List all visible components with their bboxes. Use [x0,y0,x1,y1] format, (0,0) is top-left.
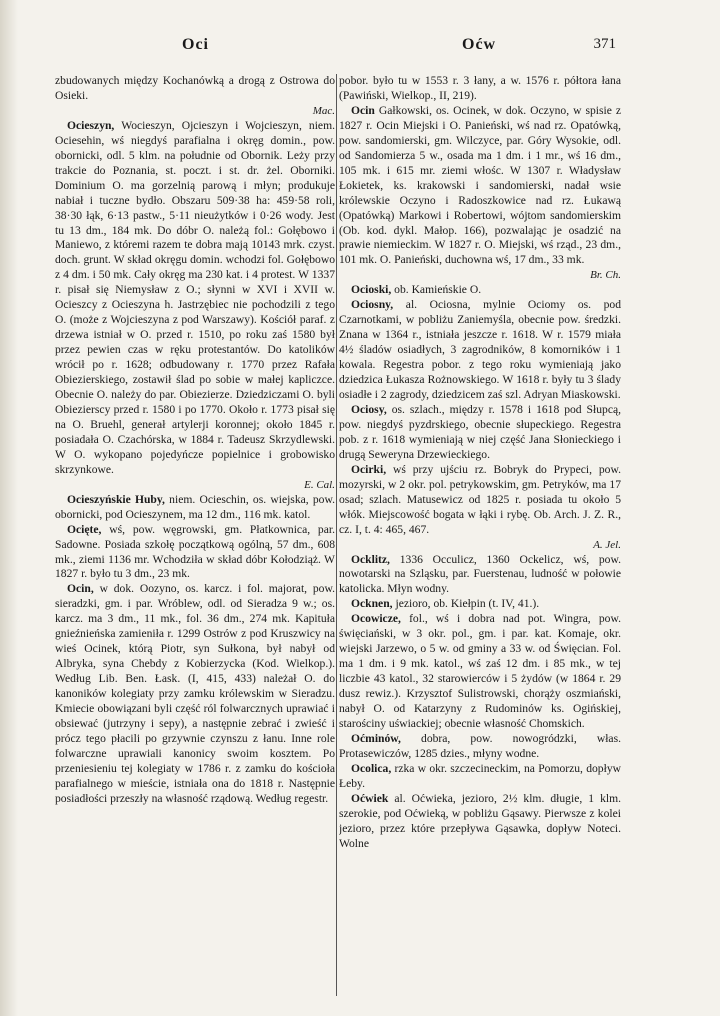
entry-text: niem. Ocieschin, os. wiejska, pow. obornicki, pod Ocieszynem, ma 12 dm., 116 mk. katol. [55,492,335,521]
entry-text: fol., wś i dobra nad pot. Wingra, pow. święciański, w 3 okr. pol., gm. i par. kat. Komaje, okr. wiejski Jarzewo, o 5 w. od gminy a 33 w. od Święcian. Fol. ma 1 dm. i 9 mk. katol., wś zaś 12 dm. i 85 mk., w tej liczbie 43 katol., 32 starowierców i 5 żydów (w 1864 r. 29 dusz rewiz.). Krzysztof Sulistrowski, chorąży oszmiański, nabył O. od Katarzyny z Rudominów ks. Ogińskiej, starościny uświackiej; obecnie własność Chomskich. [339,612,621,730]
entry-headword: Ocolica, [351,761,392,775]
dictionary-entry [339,283,621,298]
dictionary-entry [339,298,621,403]
dictionary-entry [339,74,621,104]
entry-headword: Ocioski, [351,283,392,297]
page-number: 371 [593,36,616,52]
entry-text: pobor. było tu w 1553 r. 3 łany, a w. 1576 r. półtora łana (Pawiński, Wielkop., II, 219). [339,74,621,102]
entry-headword: Ocięte, [67,522,102,536]
entry-headword: Oćminów, [351,731,401,745]
entry-text: rzka w okr. szczecineckim, na Pomorzu, dopływ Łeby. [339,761,621,790]
entry-text: dobra, pow. nowogródzki, włas. Protasewiczów, 1285 dzies., młyny wodne. [339,731,621,760]
entry-text: Wocieszyn, Ojcieszyn i Wojcieszyn, niem. Ociesehin, wś niegdyś parafialna i okręg domin., pow. obornicki, odl. 5 klm. na południe od Obornik. Leży przy trakcie do Poznania, st. poczt. i st. dr. żel. Oborniki. Dominium O. ma gorzelnią parową i młyn; produkuje nabiał i tuczne bydło. Obszaru 509·38 ha: 459·58 roli, 38·30 łąk, 6·13 pastw., 5·11 nieużytków i 0·26 wody. Jest tu 13 dm., 184 mk. Do dóbr O. należą fol.: Gołębowo i Maniewo, z któremi razem te dobra mają 10143 mrk. czyst. doch. grunt. W skład okręgu domin. wchodzi fol. Gołębowo z 4 dm. i 50 mk. Cały okręg ma 230 kat. i 4 protest. W 1337 r. pisał się Niemysław z O.; słynni w XVI i XVII w. Ocieszcy z Ocieszyna h. Jastrzębiec nie pochodzili z tego O. (może z Wojcieszyna z pod Warszawy). Kościół paraf. z drzewa istniał w O. przed r. 1510, po roku zaś 1580 był przez pewien czas w ręku protestantów. Do katolików wrócił po r. 1628; odbudowany r. 1770 przez Rafała Obiezierskiego, zostawił ślad po sobie w małej kapliczce. Obecnie O. należy do par. Obiezierze. Dziedziczami O. byli Obiezierscy przed r. 1580 i po 1770. Około r. 1773 pisał się na O. Bruehl, generał artylerji koronnej; około 1845 r. posiadała O. Czachórska, w 1884 r. Tadeusz Skrzydlewski. W O. wykopano pojedyńcze popielnice i grobowisko skrzynkowe. [55,118,335,476]
entry-headword: Oćwiek [351,791,389,805]
dictionary-entry [339,553,621,598]
dictionary-entry [55,493,335,523]
dictionary-entry [55,582,335,806]
entry-headword: Ocowicze, [351,612,401,626]
dictionary-entry [55,119,335,493]
entry-text: 1336 Occulicz, 1360 Ockelicz, wś, pow. nowotarski na Szląsku, par. Fuerstenau, ludność w połowie katolicka. Młyn wodny. [339,552,621,596]
entry-headword: Ociosy, [351,402,387,416]
entry-headword: Ocin [351,103,375,117]
dictionary-entry [339,762,621,792]
dictionary-entry [339,597,621,612]
entry-headword: Ocieszyn, [67,118,115,132]
page-header [52,36,616,58]
entry-text: wś, pow. węgrowski, gm. Płatkownica, par. Sadowne. Posiada szkołę początkową ogólną, 57 dm., 608 mk., ziemi 1136 mr. Wchodziła w skład dóbr Kołodziąż. W 1827 r. było tu 3 dm., 23 mk. [55,522,335,581]
page-binding-shadow [0,0,18,1016]
entry-headword: Ocin, [67,582,94,596]
entry-author-signature: Br. Ch. [590,269,621,282]
dictionary-entry [339,792,621,852]
entry-headword: Ociosny, [351,298,394,312]
dictionary-entry [339,732,621,762]
entry-text: os. szlach., między r. 1578 i 1618 pod Słupcą, pow. niegdyś pyzdrskiego, obecnie słupeckiego. Regestra pob. z r. 1618 wymieniają w niej część Jana Słonieckiego i drugą Seweryna Drzewieckiego. [339,402,621,461]
entry-headword: Ocieszyńskie Huby, [67,492,165,506]
entry-author-signature: E. Cal. [304,478,335,491]
entry-text: ob. Kamieńskie O. [394,283,482,297]
dictionary-entry [339,403,621,463]
entry-text: wś przy ujściu rz. Bobryk do Prypeci, pow. mozyrski, w 2 okr. pol. petrykowskim, gm. Petryków, ma 17 osad; szlach. Matusewicz od 1825 r. posiada tu około 5 włók. Miejscowość bogata w łąki i rybę. Ob. Arch. J. Z. R., cz. I, t. 4: 465, 467. [339,462,621,536]
entry-text: jezioro, ob. Kiełpin (t. IV, 41.). [395,597,540,611]
entry-headword: Ocklitz, [351,552,390,566]
dictionary-entry [339,463,621,553]
entry-text: w dok. Oozyno, os. karcz. i fol. majorat, pow. sieradzki, gm. i par. Wróblew, odl. od Sieradza 9 w.; os. karcz. ma 3 dm., 11 mk., fol. 36 dm., 274 mk. Kapituła gnieźnieńska zamieniła r. 1299 Ostrów z pod Kruszwicy na wieś Ocinek, którą Piotr, syn Sułkona, był nabył od Albryka, syna Chebdy z Kobierzycka (Kod. Wielkop.). Według Lib. Ben. Łask. (I, 415, 433) należał O. do kanoników kolegiaty przy zamku królewskim w Sieradzu. Kmiecie obowiązani byli część ról folwarcznych uprawiać i obsiewać (jutrzyny i sepy), a następnie zebrać i zwieść i prócz tego płacili po grzywnie czynszu z łanu. Inne role folwarczne uprawiali kanonicy swoim kosztem. Po przeniesieniu tej kolegiaty w 1786 r. z zamku do kościoła parafialnego w mieście, istniała ona do 1818 r. Następnie posiadłości przeszły na własność rządową. Według regestr. [55,582,335,805]
entry-author-signature: Mac. [312,104,335,117]
entry-headword: Ocirki, [351,462,387,476]
entry-author-signature: A. Jel. [593,538,621,551]
entry-text: zbudowanych między Kochanówką a drogą z Ostrowa do Osieki. [55,74,335,102]
header-left-guideword: Oci [182,36,209,53]
entry-text: Gałkowski, os. Ocinek, w dok. Oczyno, w spisie z 1827 r. Ocin Miejski i O. Panieński, wś nad rz. Opatówką, pow. sandomierski, gm. Wilczyce, par. Góry Wysokie, odl. od Sandomierza 5 w., osada ma 1 dm. i 1 mr., wś 16 dm., 105 mk. i 615 mr. ziemi włośc. W 1307 r. Władysław Łokietek, ks. krakowski i sandomierski, nadał wsie królewskie Oczyno i Radoszkowice nad rz. Łukawą (Opatówką) Markowi i Robertowi, wójtom sandomierskim (Ob. kod. dykl. Małop. 166), pozwalając je osadzić na prawie niemieckim. W 1827 r. O. Miejski, wś rząd., 23 dm., 101 mk. O. Panieński, duchowna wś, 17 dm., 33 mk. [339,103,621,267]
left-column [55,74,335,999]
entry-text: al. Oćwieka, jezioro, 2½ klm. długie, 1 klm. szerokie, pod Oćwieką, w pobliżu Gąsawy. Pierwsze z kolei jezioro, przez które przepływa Gąsawka, dopływ Noteci. Wolne [339,791,621,850]
entry-headword: Ocknen, [351,597,393,611]
dictionary-entry [339,104,621,283]
column-divider [336,74,337,996]
right-column [339,74,621,999]
header-right-guideword: Oćw [462,36,497,53]
entry-text: al. Ociosna, mylnie Ociomy os. pod Czarnotkami, w pobliżu Zaniemyśla, obecnie pow. średzki. Znana w 1364 r., istniała jeszcze r. 1618. W r. 1579 miała 4½ śladów osiadłych, 3 zagrodników, 8 komorników i 1 kowala. Regestra pobor. z tego roku wymieniają jako dziedzica Łukasza Rożnowskiego. W 1618 r. były tu 3 ślady osiadłe i 2 zagrody, dziedzicem zaś szl. Adryan Miaskowski. [339,298,621,402]
dictionary-entry [339,612,621,732]
dictionary-entry [55,74,335,119]
dictionary-entry [55,523,335,583]
